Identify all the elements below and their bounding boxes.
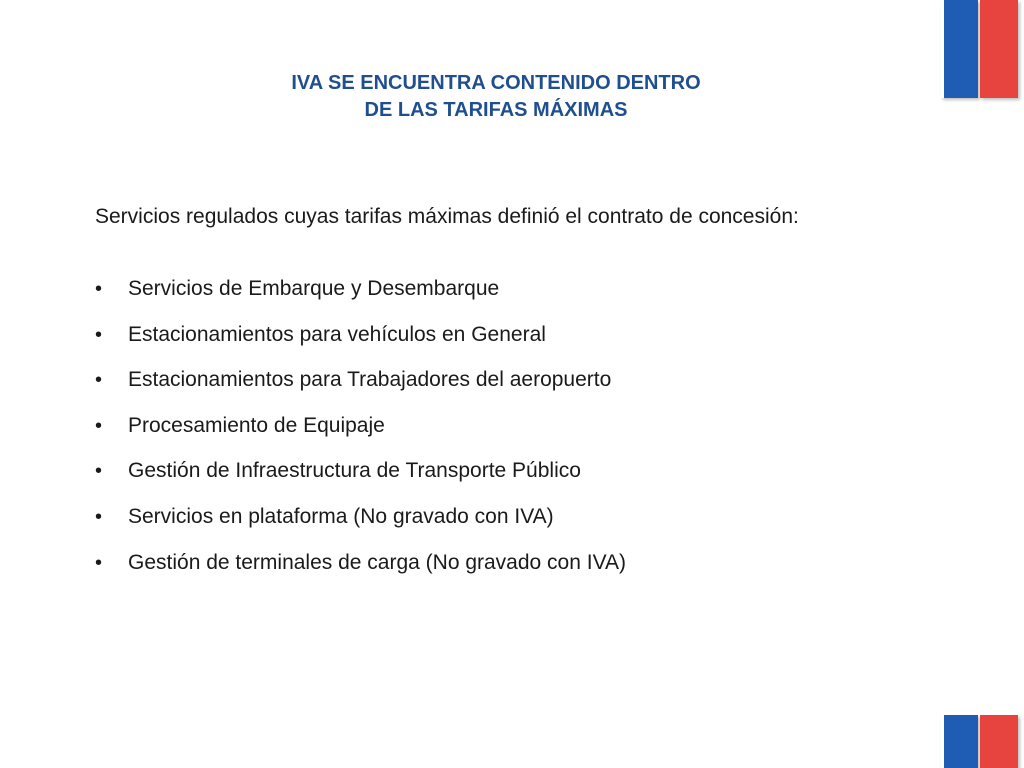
flag-red-stripe [980, 715, 1018, 768]
list-item-text: Gestión de Infraestructura de Transporte Público [128, 459, 581, 483]
flag-red-stripe [980, 0, 1018, 98]
list-item-text: Servicios de Embarque y Desembarque [128, 277, 500, 300]
flag-blue-stripe [941, 0, 978, 98]
list-item-text: Gestión de terminales de carga (No gravado con IVA) [128, 550, 627, 574]
bullet-icon: • [95, 551, 103, 574]
bullet-icon: • [95, 460, 103, 483]
bullet-icon: • [95, 369, 103, 392]
title-line-1: IVA SE ENCUENTRA CONTENIDO DENTRO [291, 72, 701, 94]
list-item-text: Estacionamientos para Trabajadores del aeropuerto [128, 368, 612, 392]
flag-blue-stripe [941, 715, 978, 768]
list-item [95, 366, 935, 412]
list-item [95, 457, 935, 503]
list-item-text: Servicios en plataforma (No gravado con IVA) [128, 504, 554, 528]
flag-decoration-top [941, 0, 1018, 98]
bullet-icon: • [95, 278, 103, 300]
list-item [95, 275, 935, 321]
intro-text: Servicios regulados cuyas tarifas máximas definió el contrato de concesión: [95, 205, 799, 228]
list-item [95, 321, 935, 367]
list-item-text: Estacionamientos para vehículos en General [128, 322, 546, 346]
bullet-icon: • [95, 505, 103, 528]
flag-decoration-bottom [941, 715, 1018, 768]
list-item-text: Procesamiento de Equipaje [128, 413, 385, 437]
slide-title [140, 70, 852, 124]
services-list [95, 275, 935, 594]
bullet-icon: • [95, 323, 103, 346]
list-item [95, 412, 935, 458]
bullet-icon: • [95, 414, 103, 437]
list-item [95, 503, 935, 549]
title-line-2: DE LAS TARIFAS MÁXIMAS [364, 99, 628, 121]
list-item [95, 549, 935, 595]
